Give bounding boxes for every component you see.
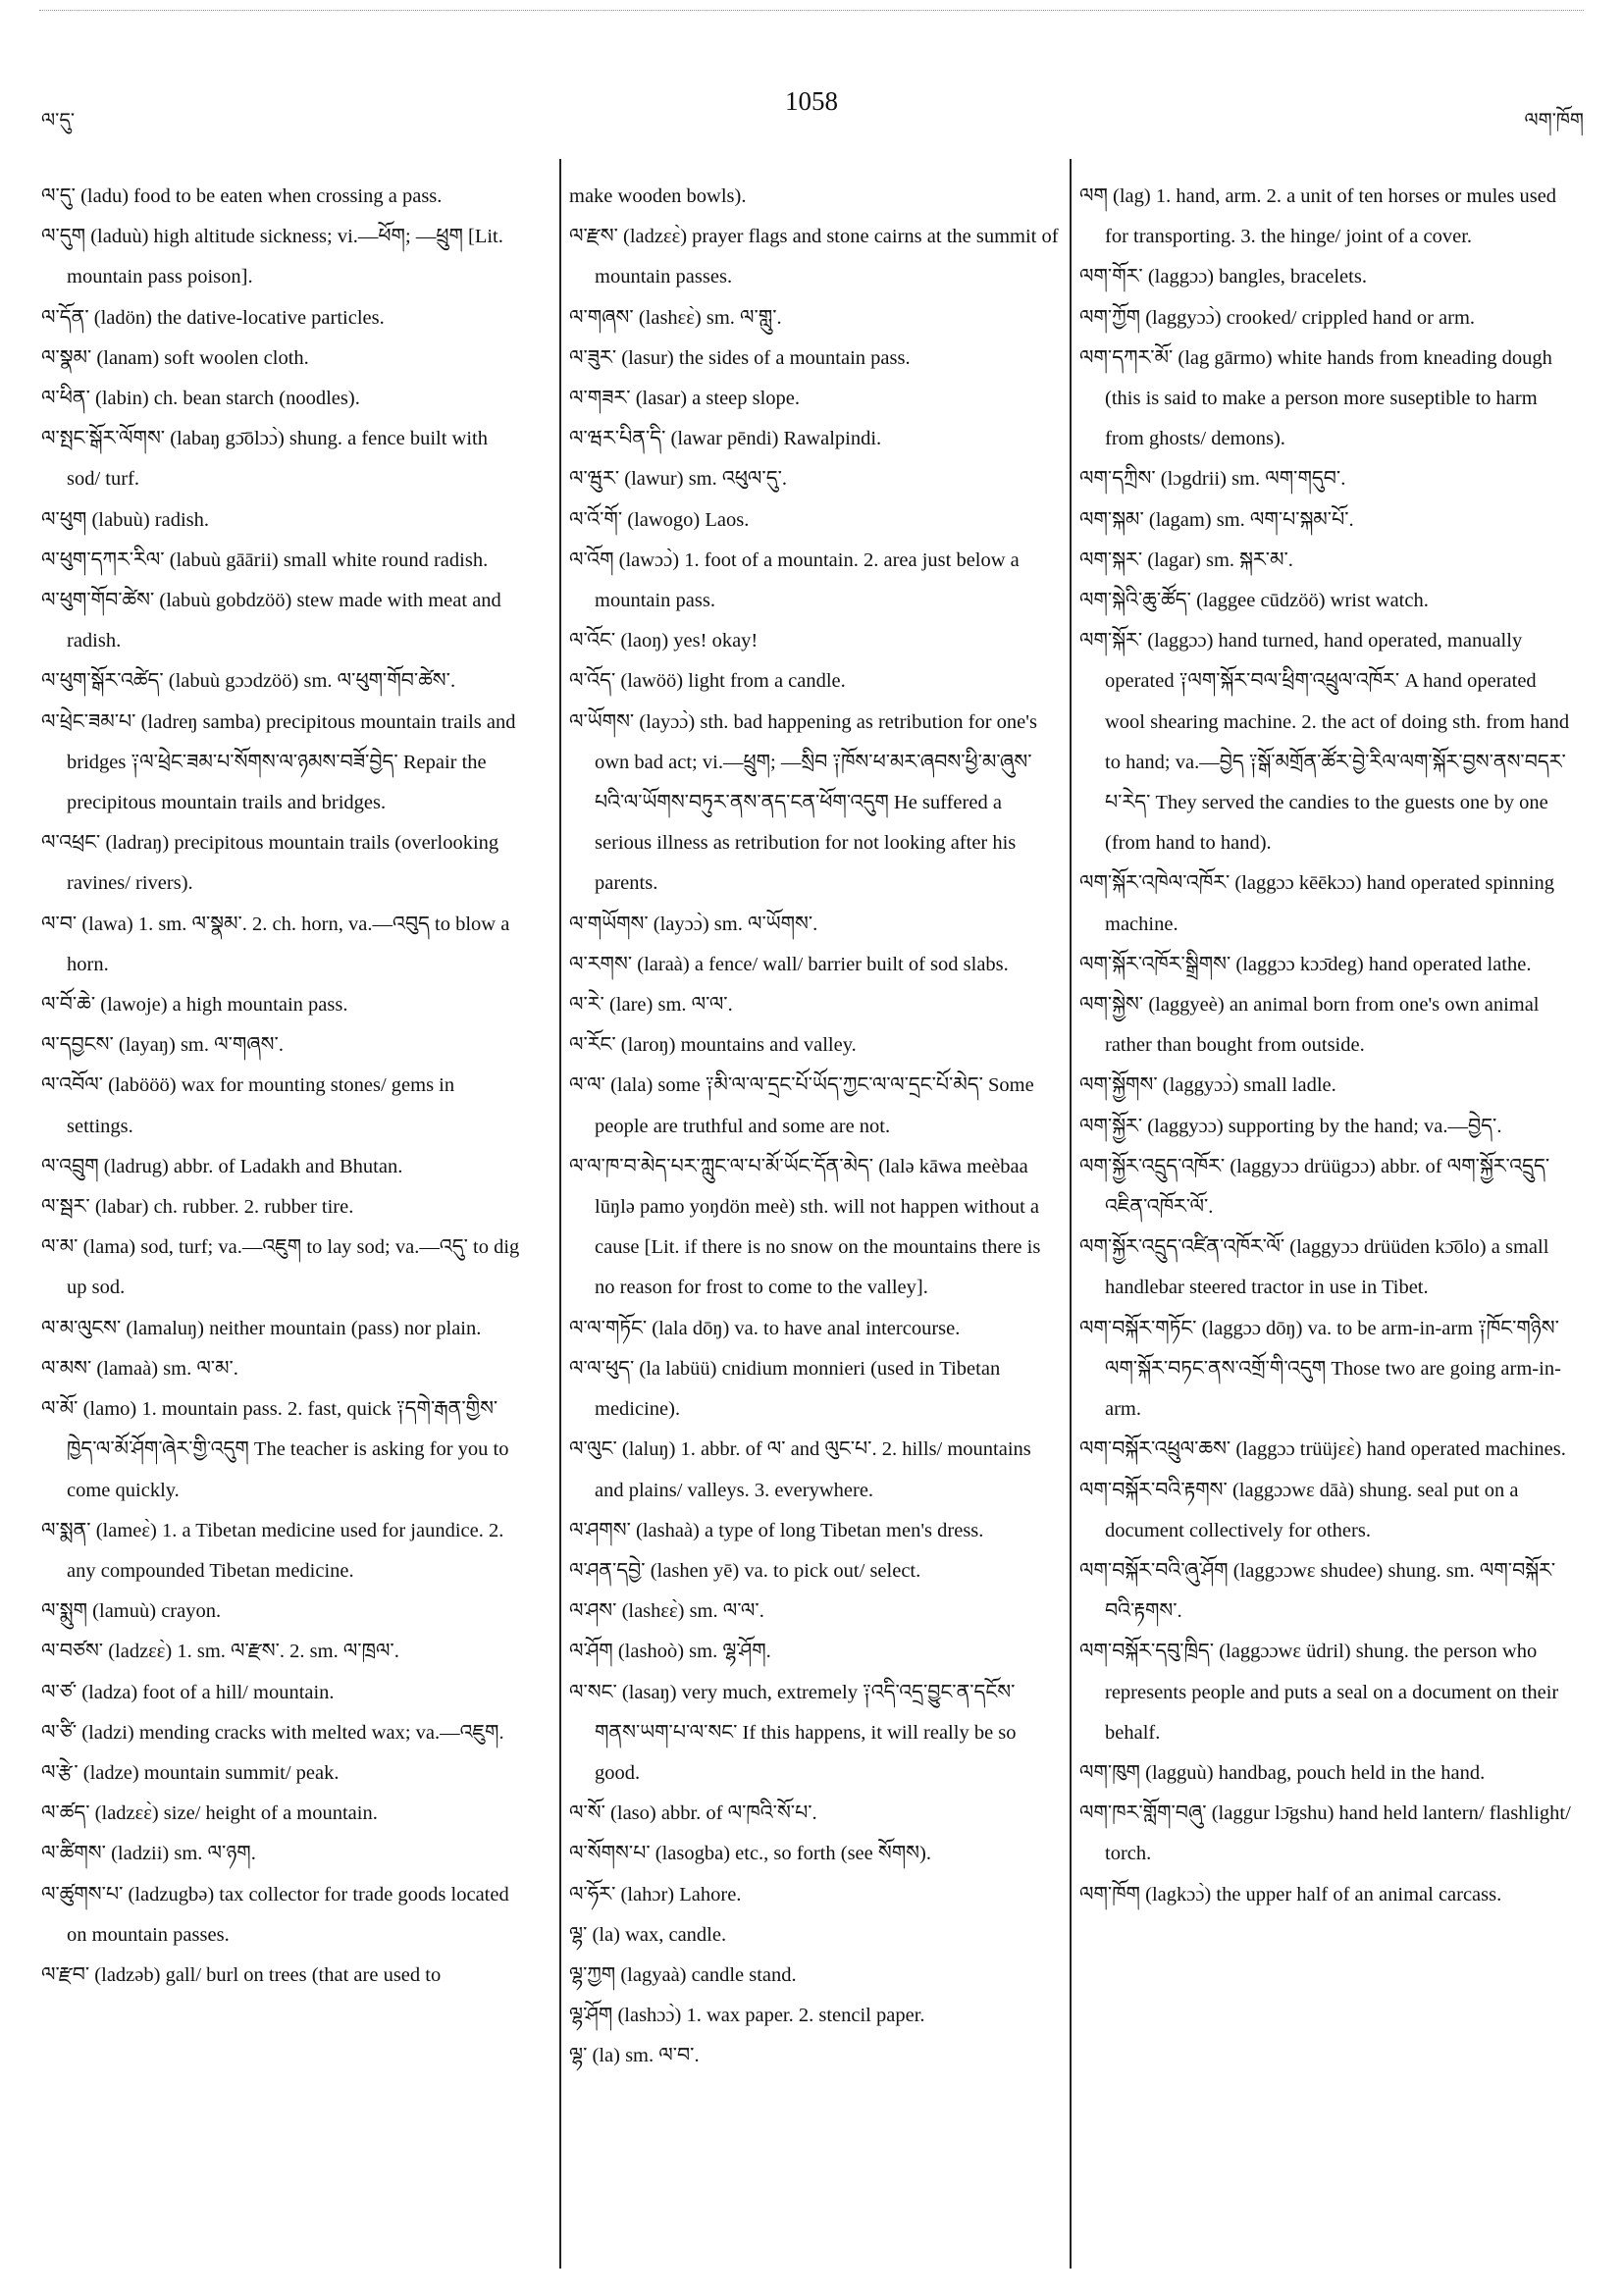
dictionary-entry: ལ་ཝར་པིན་དི་ (lawar pēndi) Rawalpindi. bbox=[569, 428, 882, 450]
dictionary-entry: ལ་རྫས་ (ladzɛɛ̀) prayer flags and stone cairns at the summit of mountain passes. bbox=[569, 226, 1059, 288]
dictionary-entry: ལག་བསྐོར་འཕྲུལ་ཆས་ (laggɔɔ trüüjɛɛ̀) hand operated machines. bbox=[1079, 1438, 1566, 1461]
dictionary-entry: ལ་དུ་ (ladu) food to be eaten when crossing a pass. bbox=[41, 185, 443, 207]
dictionary-entry: ལག་སྐྱོར་འདྲུད་འཁོར་ (laggyɔɔ drüügɔɔ) abbr. of ལག་སྐྱོར་འདྲུད་འཇིན་འཁོར་ལོ་. bbox=[1079, 1155, 1550, 1219]
dictionary-entry: ལ་རྫབ་ (ladzəb) gall/ burl on trees (that are used to bbox=[41, 1963, 442, 1986]
dictionary-entry: ལ་སོ་ (laso) abbr. of ལ་ཁའི་སོ་པ་. bbox=[569, 1802, 817, 1825]
dictionary-entry: ལ་ལ་ཕུད་ (la labüü) cnidium monnieri (used in Tibetan medicine). bbox=[569, 1357, 1001, 1421]
dictionary-entry: ལག་དཀར་མོ་ (lag gārmo) white hands from kneading dough (this is said to make a person more suseptible to harm from ghosts/ demons). bbox=[1079, 346, 1552, 450]
dictionary-entry: ལྷ་ (la) sm. ལ་བ་. bbox=[569, 2045, 700, 2067]
dictionary-entry: ལག་གོར་ (laggɔɔ) bangles, bracelets. bbox=[1079, 266, 1367, 288]
dictionary-entry: ལ་ཚིགས་ (ladzii) sm. ལ་ཉག. bbox=[41, 1843, 256, 1865]
dictionary-entry: ལག་བསྐོར་དབུ་ཁྲིད་ (laggɔɔwɛ üdril) shung. the person who represents people and puts a seal on a document on their behalf. bbox=[1079, 1641, 1559, 1744]
dictionary-entry: ལ་སྣམ་ (lanam) soft woolen cloth. bbox=[41, 346, 309, 369]
dictionary-entry: ལྷ་ (la) wax, candle. bbox=[569, 1923, 727, 1946]
dictionary-entry: ལ་ལུང་ (laluŋ) 1. abbr. of ལ་ and ལུང་པ་. 2. hills/ mountains and plains/ valleys. 3. everywhere. bbox=[569, 1438, 1031, 1501]
column-1 bbox=[41, 177, 522, 1996]
dictionary-entry: ལ་འོག (lawɔɔ̀) 1. foot of a mountain. 2. area just below a mountain pass. bbox=[569, 548, 1020, 612]
dictionary-entry: ལ་ཙི་ (ladzi) mending cracks with melted wax; va.—འཇུག. bbox=[41, 1721, 504, 1744]
dictionary-entry: ལག་ཀྱོག (laggyɔɔ̀) crooked/ crippled hand or arm. bbox=[1079, 306, 1476, 329]
dictionary-entry: ལག་དཀྲིས་ (lɔgdrii) sm. ལག་གདུབ་. bbox=[1079, 468, 1346, 491]
dictionary-entry: ལ་ཕིན་ (labin) ch. bean starch (noodles). bbox=[41, 388, 360, 410]
dictionary-entry: ལ་ཟུར་ (lasur) the sides of a mountain pass. bbox=[569, 346, 911, 369]
dictionary-entry: ལ་སང་ (lasaŋ) very much, extremely ༑འདི་འདྲ་བྱུང་ན་དངོས་གནས་ཡག་པ་ལ་སང་ If this happens, it will really be so good. bbox=[569, 1681, 1017, 1784]
dictionary-entry: ལྷ་ཤོག (lashɔɔ̀) 1. wax paper. 2. stencil paper. bbox=[569, 2005, 925, 2027]
top-border bbox=[39, 10, 1584, 11]
dictionary-entry: ལ་འོ་གོ་ (lawogo) Laos. bbox=[569, 508, 750, 531]
dictionary-entry: ལ་མོ་ (lamo) 1. mountain pass. 2. fast, quick ༑དགེ་རྒན་གྱིས་ཁྱེད་ལ་མོ་ཤོག་ཞེར་གྱི་འདུག The teacher is asking for you to come quickly. bbox=[41, 1398, 509, 1501]
dictionary-entry: ལ་སྨན་ (lameɛ̀) 1. a Tibetan medicine used for jaundice. 2. any compounded Tibetan medicine. bbox=[41, 1519, 504, 1582]
dictionary-entry: ལ་བ་ (lawa) 1. sm. ལ་སྣམ་. 2. ch. horn, va.—འབུད to blow a horn. bbox=[41, 913, 510, 975]
dictionary-entry: ལག་བསྐོར་གཏོང་ (laggɔɔ dōŋ) va. to be arm-in-arm ༑ཁོང་གཉིས་ལག་སྐོར་བཏང་ནས་འགྲོ་གི་འདུག Those two are going arm-in-arm. bbox=[1079, 1317, 1561, 1421]
dictionary-entry: ལ་གཟར་ (lasar) a steep slope. bbox=[569, 388, 801, 410]
dictionary-entry: ལག་བསྐོར་བའི་ཞུ་ཤོག (laggɔɔwɛ shudee) shung. sm. ལག་བསྐོར་བའི་རྟགས་. bbox=[1079, 1559, 1556, 1623]
dictionary-entry: ལག་ཁུག (lagguù) handbag, pouch held in the hand. bbox=[1079, 1761, 1486, 1784]
dictionary-entry: ལ་རོང་ (laroŋ) mountains and valley. bbox=[569, 1034, 857, 1057]
dictionary-entry: ལག་སྐོར་ (laggɔɔ) hand turned, hand operated, manually operated ༑ལག་སྐོར་བལ་ཕྲིག་འཕྲུལ་འཁོར་ A hand operated wool shearing machine. 2. the act of doing sth. from hand to hand; va.—བྱེད ༑སྒོ་མགྲོན་ཚོར་བྱེ་རིལ་ལག་སྐོར་བྱས་ནས་བདར་པ་རེད་ They served the candies to the guests one by one (from hand to hand). bbox=[1079, 630, 1570, 855]
dictionary-entry: ལག་སྐེའི་ཆུ་ཚོད་ (laggee cūdzöö) wrist watch. bbox=[1079, 590, 1429, 612]
dictionary-entry: ལ་ཧོར་ (lahɔr) Lahore. bbox=[569, 1883, 742, 1905]
dictionary-entry: ལ་སྦར་ (labar) ch. rubber. 2. rubber tire. bbox=[41, 1196, 354, 1219]
dictionary-entry: ལ་ཕུག (labuù) radish. bbox=[41, 508, 210, 531]
dictionary-entry: ལག་ཁོག (lagkɔɔ̀) the upper half of an animal carcass. bbox=[1079, 1883, 1502, 1905]
dictionary-entry: ལག་སྐོར་འཁེལ་འཁོར་ (laggɔɔ kēēkɔɔ) hand operated spinning machine. bbox=[1079, 872, 1554, 935]
right-guide-word: ལག་ཁོག bbox=[1524, 108, 1584, 131]
dictionary-entry: ལྷ་ཀྱག (lagyaà) candle stand. bbox=[569, 1963, 797, 1986]
dictionary-entry: ལ་ལ་ཁ་བ་མེད་པར་ཀླུང་ལ་པ་མོ་ཡོང་དོན་མེད་ (lalə kāwa meèbaa lūŋlə pamo yoŋdön meè) sth. will not happen without a cause [Lit. if there is no snow on the mountains there is no reason for frost to come to the valley]. bbox=[569, 1155, 1041, 1299]
dictionary-entry: ལ་གཞས་ (lashɛɛ̀) sm. ལ་གླུ་. bbox=[569, 306, 782, 329]
dictionary-entry: ལ་འབོལ་ (labööö) wax for mounting stones/ gems in settings. bbox=[41, 1074, 455, 1137]
dictionary-entry: ལ་བཙས་ (ladzɛɛ̀) 1. sm. ལ་རྫས་. 2. sm. ལ་ཁྲལ་. bbox=[41, 1641, 399, 1663]
dictionary-entry: ལ་ཝུར་ (lawur) sm. འཕུལ་དུ་. bbox=[569, 468, 788, 491]
dictionary-entry: ལ་ཙ་ (ladza) foot of a hill/ mountain. bbox=[41, 1681, 335, 1703]
dictionary-entry: ལ་འཕྲང་ (ladraŋ) precipitous mountain trails (overlooking ravines/ rivers). bbox=[41, 832, 499, 895]
column-divider bbox=[559, 159, 561, 2269]
dictionary-entry: make wooden bowls). bbox=[569, 185, 747, 207]
dictionary-entry: ལ་གཡོགས་ (layɔɔ̀) sm. ལ་ཡོགས་. bbox=[569, 913, 818, 935]
page-number: 1058 bbox=[785, 86, 838, 116]
dictionary-entry: ལ་ཤགས་ (lashaà) a type of long Tibetan men's dress. bbox=[569, 1519, 984, 1541]
dictionary-entry: ལ་ལ་གཏོང་ (lala dōŋ) va. to have anal intercourse. bbox=[569, 1317, 961, 1339]
column-3 bbox=[1079, 177, 1575, 1915]
dictionary-entry: ལ་ཡོགས་ (layɔɔ̀) sth. bad happening as retribution for one's own bad act; vi.—ཕྲུག; —སྲིབ ༑ཁོས་ཕ་མར་ཞབས་ཕྱི་མ་ཞུས་པའི་ལ་ཡོགས་བཏུར་ནས་ནད་ངན་ཕོག་འདུག He suffered a serious illness as retribution for not looking after his parents. bbox=[569, 710, 1037, 895]
column-2 bbox=[569, 177, 1060, 2077]
dictionary-entry: ལག་སྐྱོར་ (laggyɔɔ) supporting by the hand; va.—བྱེད་. bbox=[1079, 1115, 1502, 1137]
dictionary-entry: ལག་སྐྱོར་འདྲུད་འཛིན་འཁོར་ལོ་ (laggyɔɔ drüüden kɔ̄ōlo) a small handlebar steered tractor in use in Tibet. bbox=[1079, 1236, 1549, 1299]
left-guide-word: ལ་དུ་ bbox=[41, 108, 76, 131]
dictionary-entry: ལག་སྐར་ (lagar) sm. སྐར་མ་. bbox=[1079, 548, 1293, 571]
dictionary-entry: ལ་བོ་ཆེ་ (lawoje) a high mountain pass. bbox=[41, 994, 348, 1017]
dictionary-entry: ལ་ཕྲེང་ཟམ་པ་ (ladreŋ samba) precipitous mountain trails and bridges ༑ལ་ཕྲེང་ཟམ་པ་སོགས་ལ་ཉམས་བཟོ་བྱེད་ Repair the precipitous mountain trails and bridges. bbox=[41, 710, 516, 814]
dictionary-entry: ལག (lag) 1. hand, arm. 2. a unit of ten horses or mules used for transporting. 3. the hinge/ joint of a cover. bbox=[1079, 185, 1557, 248]
dictionary-entry: ལ་ཤོག (lashoò) sm. ལྷ་ཤོག. bbox=[569, 1641, 771, 1663]
dictionary-entry: ལག་ཁར་གློག་བཞུ་ (laggur lɔ̄gshu) hand held lantern/ flashlight/ torch. bbox=[1079, 1802, 1571, 1865]
dictionary-entry: ལ་ཚུགས་པ་ (ladzugbə) tax collector for trade goods located on mountain passes. bbox=[41, 1883, 509, 1946]
dictionary-entry: ལ་འོད་ (lawöö) light from a candle. bbox=[569, 670, 846, 693]
dictionary-entry: ལ་དབྱངས་ (layaŋ) sm. ལ་གཞས་. bbox=[41, 1034, 284, 1057]
dictionary-entry: ལ་ཕུག་གོབ་ཚེས་ (labuù gobdzöö) stew made with meat and radish. bbox=[41, 590, 501, 652]
dictionary-entry: ལ་འོང་ (laoŋ) yes! okay! bbox=[569, 630, 759, 652]
dictionary-entry: ལག་སྐོར་འཁོར་སྒྲིགས་ (laggɔɔ kɔɔ̄deg) hand operated lathe. bbox=[1079, 953, 1532, 975]
dictionary-entry: ལ་ཕུག་དཀར་རིལ་ (labuù gāārii) small white round radish. bbox=[41, 548, 489, 571]
dictionary-entry: ལ་ཕུག་སྒོར་འཚེད་ (labuù gɔɔdzöö) sm. ལ་ཕུག་གོབ་ཚེས་. bbox=[41, 670, 456, 693]
dictionary-entry: ལ་མས་ (lamaà) sm. ལ་མ་. bbox=[41, 1357, 238, 1380]
dictionary-entry: ལ་རྩེ་ (ladze) mountain summit/ peak. bbox=[41, 1761, 340, 1784]
dictionary-entry: ལ་ཤས་ (lashɛɛ̀) sm. ལ་ལ་. bbox=[569, 1600, 764, 1623]
dictionary-entry: ལ་དོན་ (ladön) the dative-locative particles. bbox=[41, 306, 385, 329]
dictionary-entry: ལག་སྐྱོགས་ (laggyɔɔ̀) small ladle. bbox=[1079, 1074, 1336, 1097]
dictionary-entry: ལ་སོགས་པ་ (lasogba) etc., so forth (see སོགས). bbox=[569, 1843, 931, 1865]
dictionary-entry: ལ་ཚད་ (ladzɛɛ̀) size/ height of a mountain. bbox=[41, 1802, 378, 1825]
dictionary-entry: ལ་རེ་ (lare) sm. ལ་ལ་. bbox=[569, 994, 733, 1017]
dictionary-entry: ལག་སྐྱེས་ (laggyeè) an animal born from one's own animal rather than bought from outside. bbox=[1079, 994, 1540, 1057]
dictionary-entry: ལ་མ་ (lama) sod, turf; va.—འཇུག to lay sod; va.—འདུ་ to dig up sod. bbox=[41, 1236, 520, 1299]
dictionary-entry: ལ་དུག (laduù) high altitude sickness; vi.—ཕོག; —ཕྲུག [Lit. mountain pass poison]. bbox=[41, 226, 503, 288]
dictionary-entry: ལ་འབྲུག (ladrug) abbr. of Ladakh and Bhutan. bbox=[41, 1155, 403, 1177]
dictionary-entry: ལག་སྐམ་ (lagam) sm. ལག་པ་སྐམ་པོ་. bbox=[1079, 508, 1354, 531]
dictionary-entry: ལ་མ་ལུངས་ (lamaluŋ) neither mountain (pass) nor plain. bbox=[41, 1317, 482, 1339]
dictionary-entry: ལ་ཤན་དབྱེ་ (lashen yē) va. to pick out/ select. bbox=[569, 1559, 921, 1582]
dictionary-entry: ལ་སྨུག (lamuù) crayon. bbox=[41, 1600, 222, 1623]
dictionary-entry: ལ་ལ་ (lala) some ༑མི་ལ་ལ་དྲང་པོ་ཡོད་ཀྱང་ལ་ལ་དྲང་པོ་མེད་ Some people are truthful and some are not. bbox=[569, 1074, 1034, 1137]
column-divider bbox=[1070, 159, 1072, 2269]
dictionary-entry: ལག་བསྐོར་བའི་རྟགས་ (laggɔɔwɛ dāà) shung. seal put on a document collectively for others. bbox=[1079, 1479, 1519, 1541]
dictionary-entry: ལ་སྤང་སྒོར་ལོགས་ (labaŋ gɔ̄ōlɔɔ̀) shung. a fence built with sod/ turf. bbox=[41, 428, 489, 491]
dictionary-entry: ལ་རགས་ (laraà) a fence/ wall/ barrier built of sod slabs. bbox=[569, 953, 1009, 975]
